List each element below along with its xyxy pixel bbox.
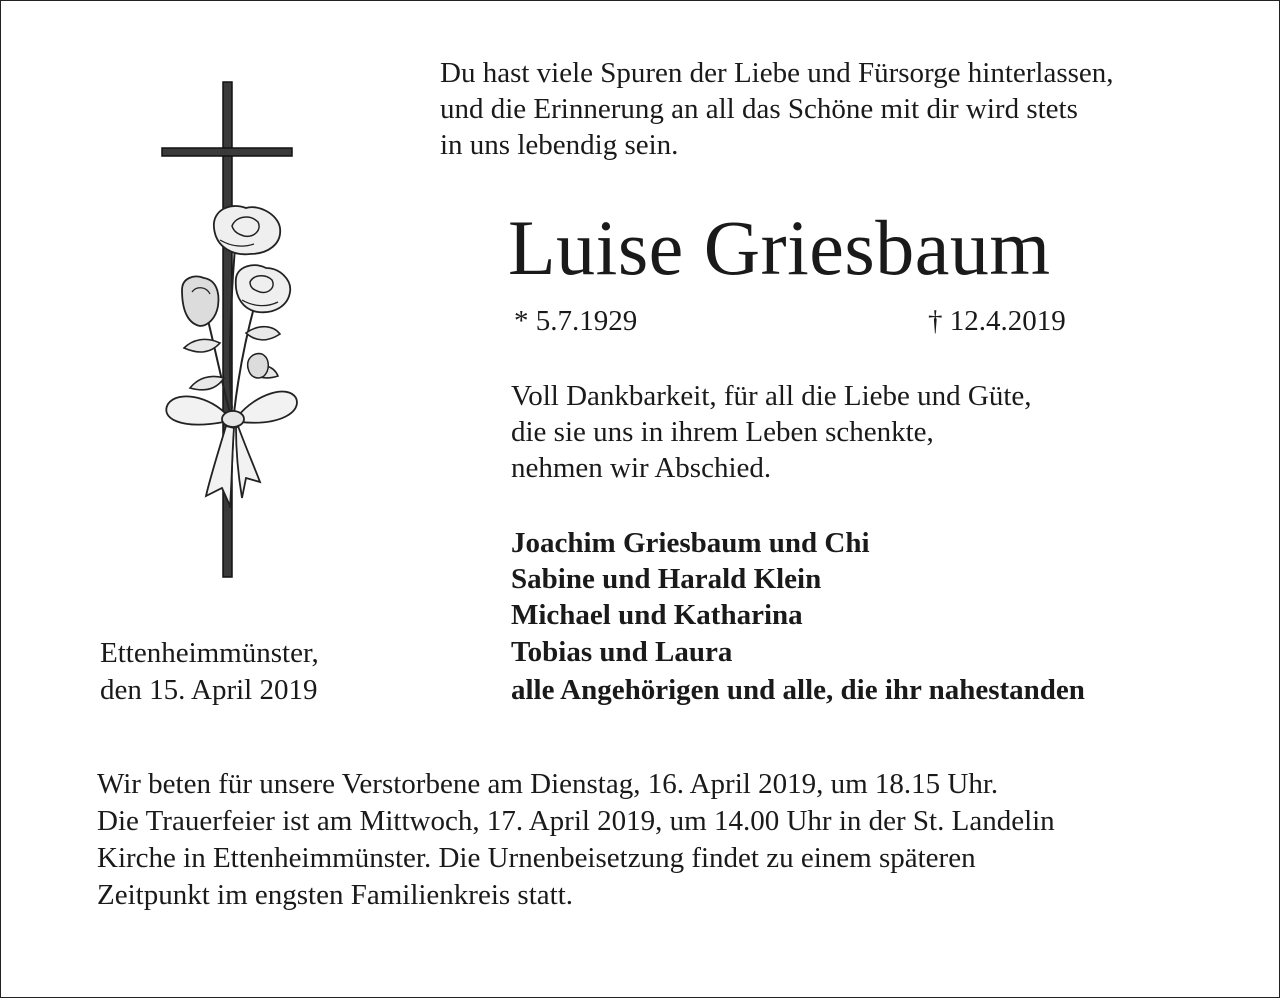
cross-with-roses-icon bbox=[150, 78, 310, 583]
service-line: Wir beten für unsere Verstorbene am Dienstag, 16. April 2019, um 18.15 Uhr. bbox=[97, 768, 999, 800]
mourner-name: Sabine und Harald Klein bbox=[511, 563, 822, 595]
mourner-name: Michael und Katharina bbox=[511, 599, 803, 631]
service-line: Zeitpunkt im engsten Familienkreis statt. bbox=[97, 879, 574, 911]
service-line: Die Trauerfeier ist am Mittwoch, 17. April 2019, um 14.00 Uhr in der St. Landelin bbox=[97, 805, 1055, 837]
mourner-name: Tobias und Laura bbox=[511, 636, 733, 668]
death-date: † 12.4.2019 bbox=[928, 305, 1066, 337]
service-line: Kirche in Ettenheimmünster. Die Urnenbeisetzung findet zu einem späteren bbox=[97, 842, 976, 874]
gratitude-line: die sie uns in ihrem Leben schenkte, bbox=[511, 416, 934, 448]
place: Ettenheimmünster, bbox=[100, 637, 319, 669]
birth-date: * 5.7.1929 bbox=[514, 305, 638, 337]
mourner-name: alle Angehörigen und alle, die ihr nahestanden bbox=[511, 674, 1085, 706]
quote-line: Du hast viele Spuren der Liebe und Fürsorge hinterlassen, bbox=[440, 57, 1114, 89]
mourner-name: Joachim Griesbaum und Chi bbox=[511, 527, 870, 559]
notice-date: den 15. April 2019 bbox=[100, 674, 318, 706]
quote-line: in uns lebendig sein. bbox=[440, 129, 679, 161]
gratitude-line: nehmen wir Abschied. bbox=[511, 452, 772, 484]
gratitude-line: Voll Dankbarkeit, für all die Liebe und Güte, bbox=[511, 380, 1032, 412]
deceased-name: Luise Griesbaum bbox=[508, 204, 1051, 291]
quote-line: und die Erinnerung an all das Schöne mit dir wird stets bbox=[440, 93, 1078, 125]
